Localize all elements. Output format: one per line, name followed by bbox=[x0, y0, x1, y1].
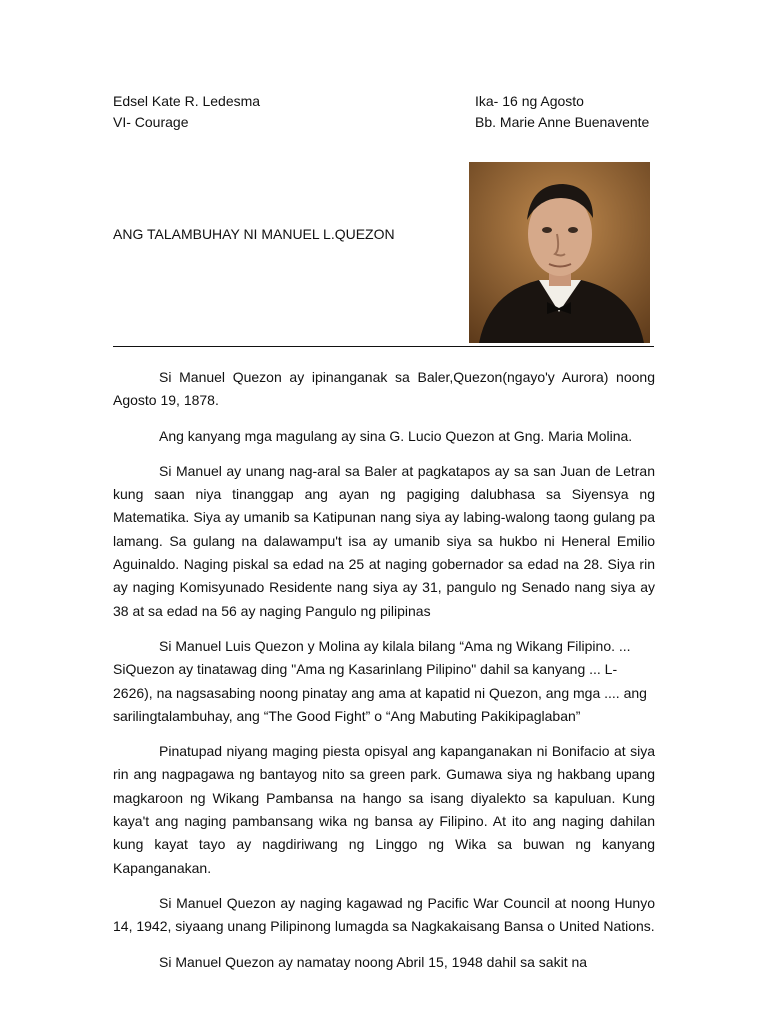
paragraph: Si Manuel Quezon ay namatay noong Abril 15, 1948 dahil sa sakit na bbox=[159, 953, 588, 970]
paragraph: Si Manuel Quezon ay naging kagawad ng Pacific War Council at noong Hunyo 14, 1942, siyaang unang Pilipinong lumagda sa Nagkakaisang Bansa o United Nations. bbox=[113, 894, 655, 935]
paragraph: Si Manuel Quezon ay ipinanganak sa Baler,Quezon(ngayo'y Aurora) noong Agosto 19, 1878. bbox=[113, 369, 655, 409]
submission-date: Ika- 16 ng Agosto bbox=[475, 93, 584, 109]
student-section: VI- Courage bbox=[113, 114, 189, 130]
submission-info bbox=[475, 91, 649, 133]
teacher-name: Bb. Marie Anne Buenavente bbox=[475, 114, 650, 130]
paragraph: Si Manuel ay unang nag-aral sa Baler at pagkatapos ay sa san Juan de Letran kung saan niya tinanggap ang ayan ng pagiging dalubhasa sa Siyensya ng Matematika. Siya ay umanib sa Katipunan nang siya ay labing-walong taong gulang pa lamang. Sa gulang na dalawampu't isa ay umanib siya sa hukbo ni Heneral Emilio Aguinaldo. Naging piskal sa edad na 25 at naging gobernador sa edad na 28. Siya rin ay naging Komisyunado Residente nang siya ay 31, pangulo ng Senado nang siya ay 38 at sa edad na 56 ay naging Pangulo ng pilipinas bbox=[113, 462, 655, 619]
document-body bbox=[113, 366, 655, 986]
student-info bbox=[113, 91, 260, 133]
paragraph: Ang kanyang mga magulang ay sina G. Lucio Quezon at Gng. Maria Molina. bbox=[159, 427, 633, 444]
paragraph: Pinatupad niyang maging piesta opisyal ang kapanganakan ni Bonifacio at siya rin ang nagpagawa ng bantayog nito sa green park. Gumawa siya ng hakbang upang magkaroon ng Wikang Pambansa na hango sa isang diyalekto sa kapuluan. Kung kaya't ang naging pambansang wika ng bansa ay Filipino. At ito ang naging dahilan kung kayat tayo ay nagdiriwang ng Linggo ng Wika sa buwan ng kanyang Kapanganakan. bbox=[113, 743, 655, 876]
student-name: Edsel Kate R. Ledesma bbox=[113, 93, 261, 109]
paragraph: Si Manuel Luis Quezon y Molina ay kilala bilang “Ama ng Wikang Filipino. ... SiQuezon ay tinatawag ding "Ama ng Kasarinlang Pilipino" dahil sa kanyang ... L-2626), na nagsasabing noong pinatay ang ama at kapatid ni Quezon, ang mga .... ang sarilingtalambuhay, ang “The Good Fight” o “Ang Mabuting Pakikipaglaban” bbox=[113, 637, 647, 724]
header-divider bbox=[113, 346, 654, 347]
portrait-photo-icon bbox=[469, 162, 650, 343]
document-title: ANG TALAMBUHAY NI MANUEL L.QUEZON bbox=[113, 226, 395, 242]
